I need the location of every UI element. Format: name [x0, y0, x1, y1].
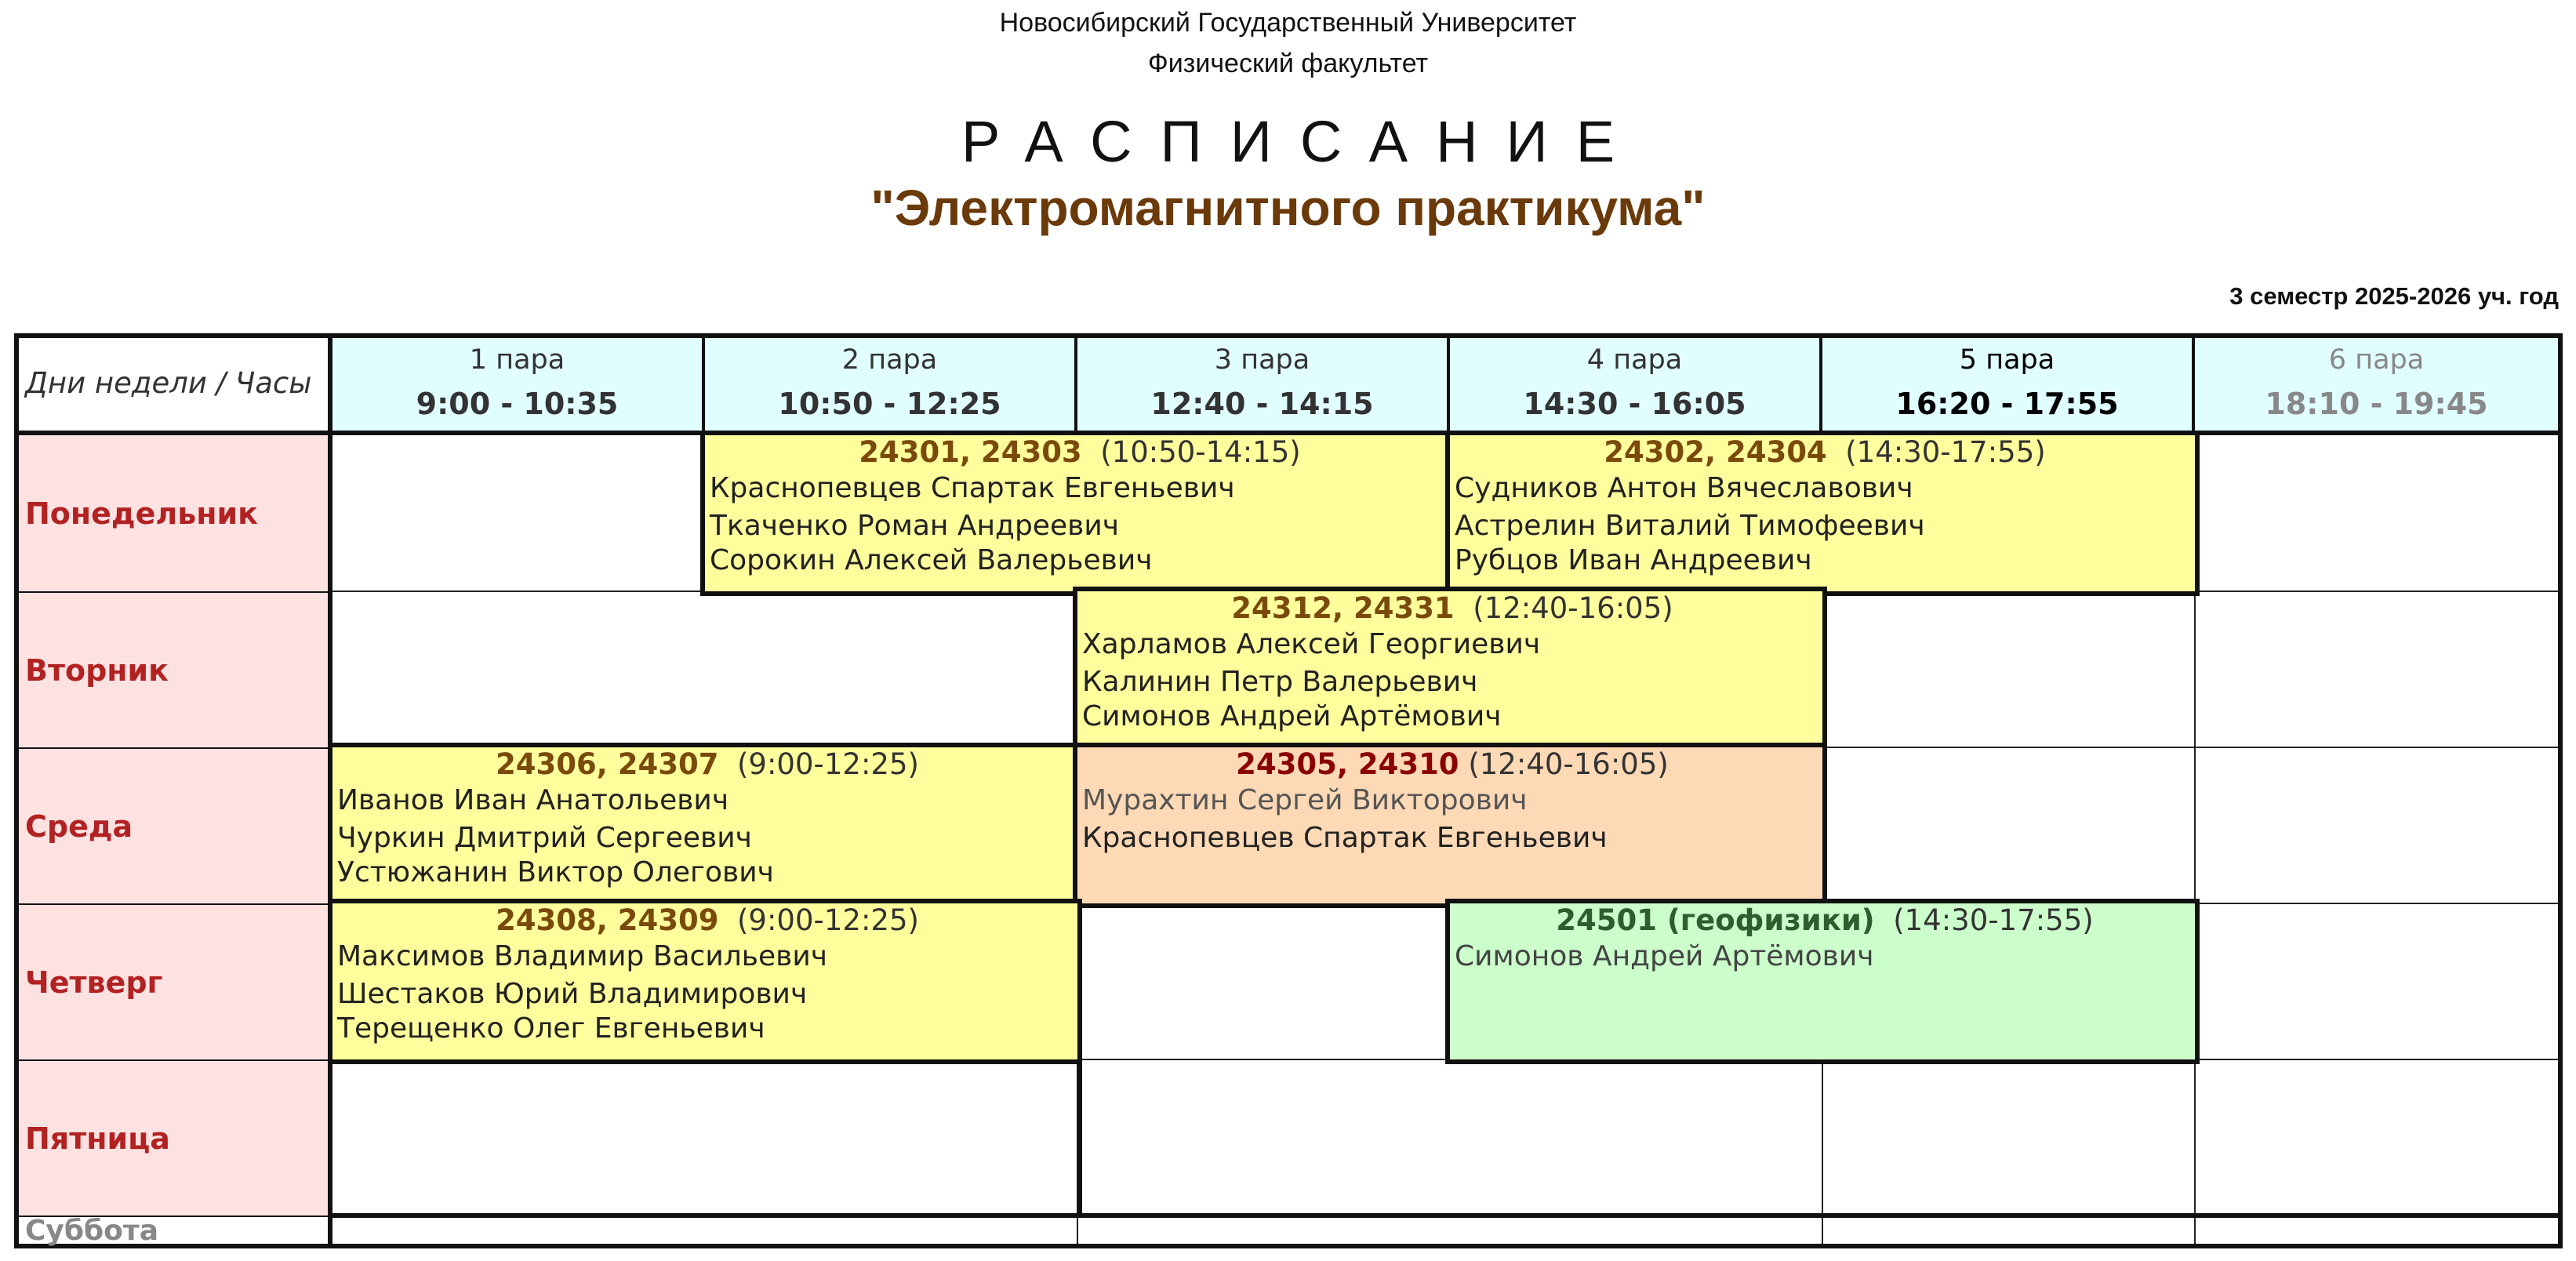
teacher-name: Астрелин Виталий Тимофеевич — [1455, 510, 1925, 542]
lesson-time: (9:00-12:25) — [736, 747, 919, 781]
lesson-groups: 24302, 24304 — [1604, 435, 1827, 469]
period-header-1 — [332, 338, 705, 431]
day-thursday: Четверг — [19, 903, 332, 1059]
teacher-name: Харламов Алексей Георгиевич — [1082, 628, 1541, 660]
day-monday: Понедельник — [19, 435, 332, 591]
teacher-name: Судников Антон Вячеславович — [1455, 472, 1913, 504]
lesson-header — [337, 903, 1077, 938]
teacher-name: Устюжанин Виктор Олегович — [337, 856, 774, 889]
period-label: 4 пара — [1586, 344, 1683, 376]
lesson-block — [328, 899, 1082, 1064]
period-header-3 — [1077, 338, 1450, 431]
lesson-header — [1455, 435, 2195, 470]
corner-label: Дни недели / Часы — [19, 338, 332, 431]
lesson-groups: 24308, 24309 — [496, 903, 719, 937]
lesson-time: (12:40-16:05) — [1473, 591, 1673, 625]
period-time: 12:40 - 14:15 — [1150, 387, 1374, 421]
lesson-block — [1073, 743, 1827, 908]
lesson-groups: 24305, 24310 — [1236, 747, 1459, 781]
friday-block — [328, 1055, 1082, 1218]
period-header-4 — [1450, 338, 1822, 431]
period-header-2 — [705, 338, 1077, 431]
page-title: РАСПИСАНИЕ — [961, 109, 1644, 174]
period-header-5 — [1822, 338, 2195, 431]
teacher-name: Иванов Иван Анатольевич — [337, 784, 729, 816]
period-header-6 — [2195, 338, 2558, 431]
teacher-name: Чуркин Дмитрий Сергеевич — [337, 822, 752, 854]
period-label: 1 пара — [469, 344, 565, 376]
lesson-block — [700, 431, 1455, 596]
lesson-groups: 24306, 24307 — [496, 747, 719, 781]
lesson-header — [1082, 747, 1822, 782]
university-name: Новосибирский Государственный Университет — [999, 8, 1577, 38]
lesson-block — [1073, 587, 1827, 752]
day-tuesday: Вторник — [19, 591, 332, 747]
period-time: 9:00 - 10:35 — [416, 387, 619, 421]
period-label: 2 пара — [841, 344, 938, 376]
lesson-header — [710, 435, 1450, 470]
teacher-name: Максимов Владимир Васильевич — [337, 940, 828, 972]
lesson-time: (14:30-17:55) — [1893, 903, 2094, 937]
teacher-name: Мурахтин Сергей Викторович — [1082, 784, 1528, 816]
lesson-groups: 24301, 24303 — [859, 435, 1082, 469]
lesson-block — [1445, 431, 2200, 596]
period-time: 18:10 - 19:45 — [2265, 387, 2488, 421]
teacher-name: Рубцов Иван Андреевич — [1455, 544, 1812, 576]
lesson-time: (14:30-17:55) — [1845, 435, 2046, 469]
period-label: 6 пара — [2328, 344, 2425, 376]
period-label: 5 пара — [1959, 344, 2055, 376]
faculty-name: Физический факультет — [1147, 49, 1429, 78]
day-wednesday: Среда — [19, 747, 332, 903]
day-saturday: Суббота — [19, 1216, 332, 1244]
teacher-name: Ткаченко Роман Андреевич — [710, 510, 1119, 542]
schedule-table — [14, 333, 2563, 1248]
teacher-name: Калинин Петр Валерьевич — [1082, 666, 1478, 698]
lesson-header — [1082, 591, 1822, 626]
semester-label: 3 семестр 2025-2026 уч. год — [2229, 282, 2559, 310]
page-subtitle: "Электромагнитного практикума" — [870, 180, 1706, 236]
period-label: 3 пара — [1214, 344, 1310, 376]
lesson-block — [1445, 899, 2200, 1064]
lesson-time: (9:00-12:25) — [736, 903, 919, 937]
teacher-name: Шестаков Юрий Владимирович — [337, 978, 808, 1010]
teacher-name: Краснопевцев Спартак Евгеньевич — [710, 472, 1235, 504]
teacher-name: Симонов Андрей Артёмович — [1455, 940, 1874, 972]
period-time: 10:50 - 12:25 — [778, 387, 1001, 421]
teacher-name: Краснопевцев Спартак Евгеньевич — [1082, 822, 1608, 854]
lesson-header — [1455, 903, 2195, 938]
teacher-name: Терещенко Олег Евгеньевич — [337, 1012, 765, 1045]
lesson-time: (10:50-14:15) — [1100, 435, 1301, 469]
teacher-name: Симонов Андрей Артёмович — [1082, 700, 1502, 732]
lesson-time: (12:40-16:05) — [1468, 747, 1669, 781]
teacher-name: Сорокин Алексей Валерьевич — [710, 544, 1153, 576]
period-time: 14:30 - 16:05 — [1523, 387, 1746, 421]
period-time: 16:20 - 17:55 — [1895, 387, 2119, 421]
lesson-block — [328, 743, 1082, 908]
day-friday: Пятница — [19, 1059, 332, 1216]
lesson-groups: 24501 (геофизики) — [1556, 903, 1875, 937]
lesson-groups: 24312, 24331 — [1231, 591, 1455, 625]
lesson-header — [337, 747, 1077, 782]
